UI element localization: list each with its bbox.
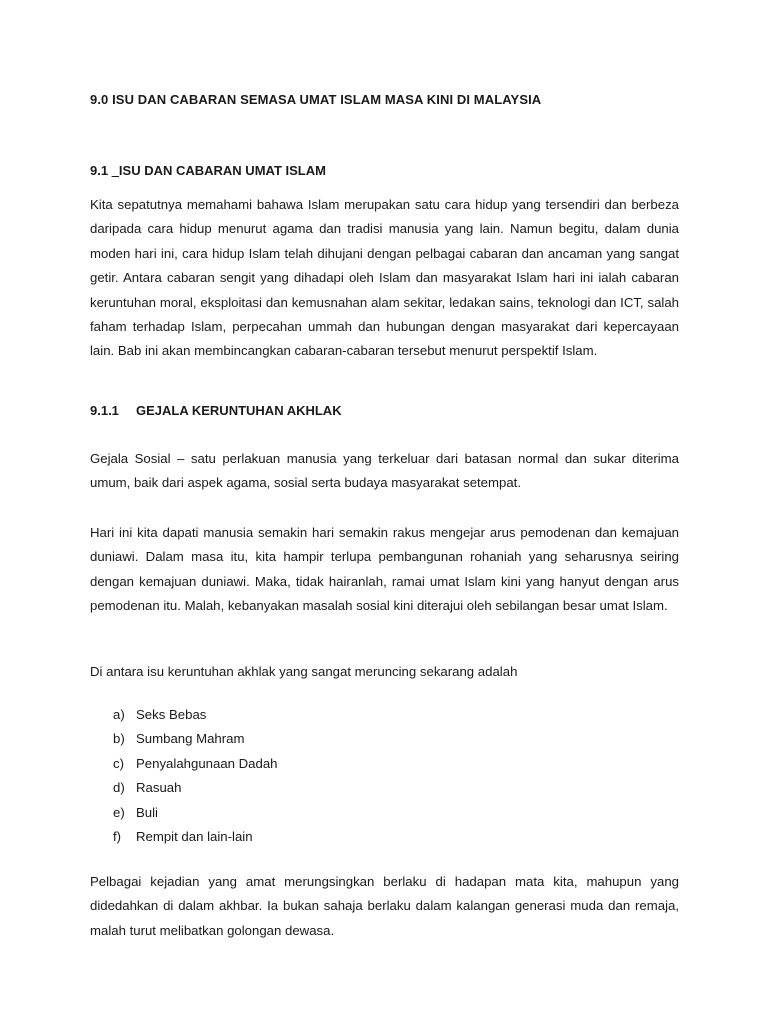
issue-list xyxy=(113,703,278,849)
list-text: Rasuah xyxy=(136,780,182,796)
list-marker: a) xyxy=(113,707,125,722)
list-text: Rempit dan lain-lain xyxy=(136,829,253,845)
section-heading-9-1 xyxy=(90,163,679,178)
section-heading-9-1-1 xyxy=(90,403,679,418)
list-marker: f) xyxy=(113,829,122,845)
section-title: ISU DAN CABARAN UMAT ISLAM xyxy=(118,163,326,178)
subsection-title: GEJALA KERUNTUHAN AKHLAK xyxy=(136,403,342,418)
main-heading: 9.0 ISU DAN CABARAN SEMASA UMAT ISLAM MASA KINI DI MALAYSIA xyxy=(90,92,542,107)
paragraph-intro: Kita sepatutnya memahami bahawa Islam merupakan satu cara hidup yang tersendiri dan berbeza daripada cara hidup menurut agama dan tradisi manusia yang lain. Namun begitu, dalam dunia moden hari ini, cara hidup Islam telah dihujani dengan pelbagai cabaran dan ancaman yang sangat getir. Antara cabaran sengit yang dihadapi oleh Islam dan masyarakat Islam hari ini ialah cabaran keruntuhan moral, eksploitasi dan kemusnahan alam sekitar, ledakan sains, teknologi dan ICT, salah faham terhadap Islam, perpecahan ummah dan hubungan dengan masyarakat dari kepercayaan lain. Bab ini akan membincangkan cabaran-cabaran tersebut menurut perspektif Islam. xyxy=(90,197,679,359)
subsection-number: 9.1.1 xyxy=(90,403,119,418)
list-marker: d) xyxy=(113,780,125,796)
list-item xyxy=(113,801,278,825)
list-marker: c) xyxy=(113,755,124,771)
list-marker: e) xyxy=(113,804,125,820)
paragraph-definition: Gejala Sosial – satu perlakuan manusia yang terkeluar dari batasan normal dan sukar diterima umum, baik dari aspek agama, sosial serta budaya masyarakat setempat. xyxy=(90,451,679,491)
list-item xyxy=(113,703,278,727)
paragraph-modernization: Hari ini kita dapati manusia semakin hari semakin rakus mengejar arus pemodenan dan kemajuan duniawi. Dalam masa itu, kita hampir terlupa pembangunan rohaniah yang seharusnya seiring dengan kemajuan duniawi. Maka, tidak hairanlah, ramai umat Islam kini yang hanyut dengan arus pemodenan itu. Malah, kebanyakan masalah sosial kini diterajui oleh sebilangan besar umat Islam. xyxy=(90,525,679,614)
list-item xyxy=(113,776,278,800)
list-marker: b) xyxy=(113,731,125,747)
list-text: Buli xyxy=(136,804,158,820)
paragraph-list-intro: Di antara isu keruntuhan akhlak yang sangat meruncing sekarang adalah xyxy=(90,664,518,679)
list-text: Penyalahgunaan Dadah xyxy=(136,755,278,771)
section-underscore: _ xyxy=(111,163,119,178)
list-item xyxy=(113,727,278,751)
list-item xyxy=(113,825,278,849)
list-text: Seks Bebas xyxy=(136,707,207,722)
section-number: 9.1 xyxy=(90,163,112,178)
paragraph-closing: Pelbagai kejadian yang amat merungsingkan berlaku di hadapan mata kita, mahupun yang didedahkan di dalam akhbar. Ia bukan sahaja berlaku dalam kalangan generasi muda dan remaja, malah turut melibatkan golongan dewasa. xyxy=(90,874,679,938)
list-item xyxy=(113,752,278,776)
list-text: Sumbang Mahram xyxy=(136,731,245,747)
